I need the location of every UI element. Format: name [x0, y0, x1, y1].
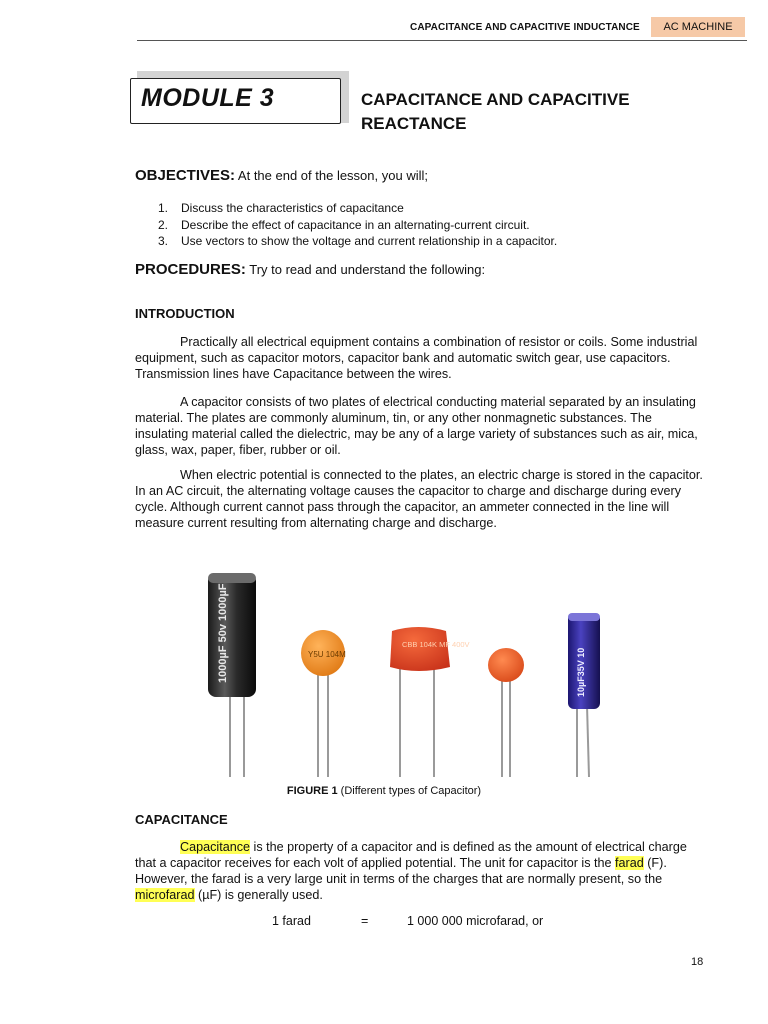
- ceramic-disc-capacitor: [301, 630, 346, 777]
- page-number: 18: [691, 956, 704, 968]
- objectives-heading: OBJECTIVES:: [135, 167, 236, 184]
- small-ceramic-capacitor: [488, 648, 524, 777]
- equation-operator: =: [361, 914, 369, 928]
- list-item: 1. Discuss the characteristics of capacitance: [158, 201, 404, 215]
- figure-caption-text: (Different types of Capacitor): [337, 785, 482, 797]
- capacitor-1-marking: 1000µF 50v 1000µF: [217, 583, 229, 683]
- electrolytic-capacitor-blue: [568, 613, 600, 777]
- capacitance-paragraph: Capacitance is the property of a capacitor and is defined as the amount of electrical charge that a capacitor receives for each volt of applied potential. The unit for capacitor is the farad (F). However, the farad is a very large unit in terms of the charges that are normally present, so the microfarad (µF) is generally used.: [135, 840, 687, 902]
- procedures-heading: PROCEDURES:: [135, 261, 246, 278]
- module-label: MODULE 3: [141, 84, 275, 112]
- list-item: 2. Describe the effect of capacitance in an alternating-current circuit.: [158, 217, 530, 232]
- list-item: 3. Use vectors to show the voltage and current relationship in a capacitor.: [158, 234, 558, 248]
- intro-paragraph-2: A capacitor consists of two plates of electrical conducting material separated by an insulating material. The plates are commonly aluminum, tin, or any other nonmagnetic substances. The insulating material called the dielectric, may be any of a large variety of substances such as air, mica, glass, wax, paper, fiber, rubber or oil.: [135, 395, 698, 457]
- running-header-title: CAPACITANCE AND CAPACITIVE INDUCTANCE: [410, 22, 640, 33]
- highlight-capacitance: Capacitance: [180, 840, 251, 854]
- highlight-microfarad: microfarad: [135, 888, 195, 902]
- procedures-heading-line: [135, 261, 485, 278]
- film-capacitor: [390, 627, 470, 777]
- figure-caption-label: FIGURE 1: [286, 785, 338, 797]
- capacitor-photo: [200, 565, 620, 779]
- highlight-farad: farad: [615, 856, 644, 870]
- equation-left: 1 farad: [272, 914, 311, 928]
- intro-paragraph-1: Practically all electrical equipment contains a combination of resistor or coils. Some industrial equipment, such as capacitor motors, capacitor bank and automatic switch gear, use capacitors. Transmission lines have Capacitance between the wires.: [135, 335, 698, 381]
- objectives-list: [158, 200, 557, 250]
- capacitor-3-marking: CBB 104K MF 400V: [402, 640, 470, 649]
- equation-right: 1 000 000 microfarad, or: [407, 914, 544, 928]
- module-title: CAPACITANCE AND CAPACITIVE REACTANCE: [361, 90, 630, 133]
- procedures-lead: Try to read and understand the following:: [245, 262, 486, 277]
- header-divider: [137, 40, 747, 41]
- running-header-badge: AC MACHINE: [651, 17, 745, 37]
- objectives-heading-line: [135, 167, 428, 184]
- capacitance-heading: CAPACITANCE: [135, 812, 228, 827]
- electrolytic-capacitor-black: [208, 573, 256, 777]
- objectives-lead: At the end of the lesson, you will;: [235, 168, 428, 183]
- intro-paragraph-3: When electric potential is connected to the plates, an electric charge is stored in the capacitor. In an AC circuit, the alternating voltage causes the capacitor to charge and discharge during every cycle. Although current cannot pass through the capacitor, an ammeter connected in the line will measure current resulting from alternating charge and discharge.: [135, 468, 703, 530]
- capacitor-5-marking: 10µF35V 10: [576, 647, 586, 697]
- capacitor-2-marking: Y5U 104M: [308, 650, 346, 659]
- introduction-heading: INTRODUCTION: [135, 306, 235, 321]
- figure-caption: [0, 785, 768, 797]
